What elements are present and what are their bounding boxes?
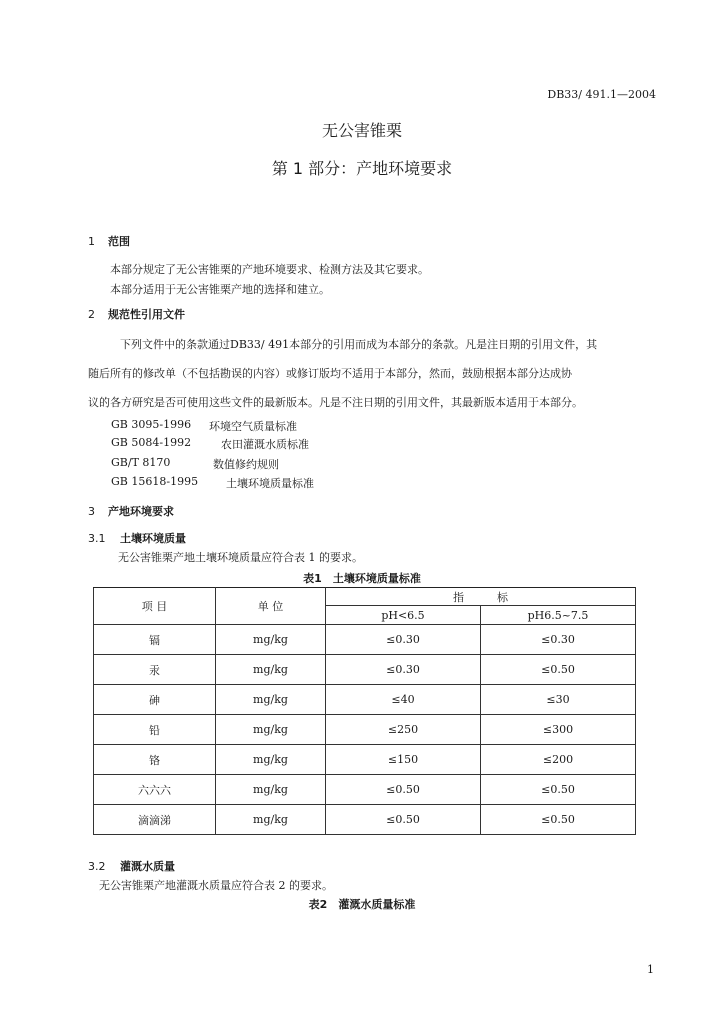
cell-ph-high: ≤300 (481, 715, 636, 745)
header-item: 项 目 (94, 588, 216, 625)
reference-name: 农田灌溉水质标准 (221, 438, 309, 451)
reference-code: GB/T 8170 (111, 456, 171, 469)
paragraph-line: 无公害锥栗产地灌溉水质量应符合表 2 的要求。 (99, 879, 333, 892)
cell-unit: mg/kg (216, 655, 326, 685)
section-number: 3.1 (88, 532, 106, 545)
cell-item: 铅 (94, 715, 216, 745)
paragraph-line: 随后所有的修改单（不包括勘误的内容）或修订版均不适用于本部分，然而，鼓励根据本部分达成协 (88, 367, 572, 380)
section-3-2-heading (88, 858, 175, 874)
header-ph-high: pH6.5~7.5 (481, 606, 636, 625)
table-2-caption: 表2 灌溉水质量标准 (308, 898, 416, 911)
cell-ph-low: ≤40 (326, 685, 481, 715)
paragraph-line: 无公害锥栗产地土壤环境质量应符合表 1 的要求。 (118, 551, 363, 564)
header-indicator: 指 标 (326, 588, 636, 606)
section-number: 1 (88, 235, 95, 248)
section-title: 灌溉水质量 (120, 860, 175, 873)
reference-code: GB 3095-1996 (111, 418, 192, 431)
cell-ph-high: ≤30 (481, 685, 636, 715)
cell-ph-high: ≤0.30 (481, 625, 636, 655)
paragraph-line: 议的各方研究是否可使用这些文件的最新版本。凡是不注日期的引用文件，其最新版本适用于本部分。 (88, 396, 583, 409)
cell-ph-high: ≤0.50 (481, 775, 636, 805)
cell-item: 汞 (94, 655, 216, 685)
cell-ph-low: ≤0.30 (326, 655, 481, 685)
cell-ph-low: ≤0.50 (326, 805, 481, 835)
cell-item: 滴滴涕 (94, 805, 216, 835)
table-row (94, 805, 636, 835)
cell-ph-low: ≤0.50 (326, 775, 481, 805)
reference-name: 数值修约规则 (213, 458, 279, 471)
table-row (94, 775, 636, 805)
cell-unit: mg/kg (216, 745, 326, 775)
cell-ph-low: ≤150 (326, 745, 481, 775)
header-ph-low: pH<6.5 (326, 606, 481, 625)
section-title: 范围 (108, 235, 130, 248)
table-row (94, 715, 636, 745)
section-title: 产地环境要求 (108, 505, 174, 518)
document-title: 无公害锥栗 (321, 121, 402, 140)
cell-ph-high: ≤0.50 (481, 805, 636, 835)
cell-item: 六六六 (94, 775, 216, 805)
cell-ph-high: ≤200 (481, 745, 636, 775)
cell-unit: mg/kg (216, 805, 326, 835)
paragraph-line: 本部分适用于无公害锥栗产地的选择和建立。 (110, 283, 330, 296)
table-row (94, 625, 636, 655)
cell-unit: mg/kg (216, 685, 326, 715)
cell-ph-high: ≤0.50 (481, 655, 636, 685)
soil-quality-table (93, 587, 636, 835)
reference-name: 环境空气质量标准 (209, 420, 297, 433)
reference-code: GB 15618-1995 (111, 475, 199, 488)
paragraph-line: 下列文件中的条款通过DB33/ 491本部分的引用而成为本部分的条款。凡是注日期的引用文件，其 (120, 338, 598, 351)
section-2-heading (88, 306, 185, 322)
cell-item: 砷 (94, 685, 216, 715)
section-1-heading (88, 233, 130, 249)
reference-code: GB 5084-1992 (111, 436, 192, 449)
header-unit: 单 位 (216, 588, 326, 625)
paragraph-line: 本部分规定了无公害锥栗的产地环境要求、检测方法及其它要求。 (110, 263, 429, 276)
table-1-caption: 表1 土壤环境质量标准 (303, 572, 421, 585)
section-number: 2 (88, 308, 95, 321)
section-number: 3.2 (88, 860, 106, 873)
cell-ph-low: ≤0.30 (326, 625, 481, 655)
cell-unit: mg/kg (216, 715, 326, 745)
section-number: 3 (88, 505, 95, 518)
document-subtitle: 第 1 部分：产地环境要求 (271, 159, 453, 178)
standard-number: DB33/ 491.1—2004 (547, 88, 656, 101)
table-row (94, 655, 636, 685)
reference-name: 土壤环境质量标准 (226, 477, 314, 490)
table-row (94, 745, 636, 775)
section-title: 土壤环境质量 (120, 532, 186, 545)
table-row (94, 685, 636, 715)
cell-unit: mg/kg (216, 775, 326, 805)
cell-item: 铬 (94, 745, 216, 775)
page-number: 1 (647, 963, 654, 976)
section-title: 规范性引用文件 (108, 308, 185, 321)
section-3-1-heading (88, 530, 186, 546)
section-3-heading (88, 503, 174, 519)
cell-unit: mg/kg (216, 625, 326, 655)
cell-item: 镉 (94, 625, 216, 655)
cell-ph-low: ≤250 (326, 715, 481, 745)
